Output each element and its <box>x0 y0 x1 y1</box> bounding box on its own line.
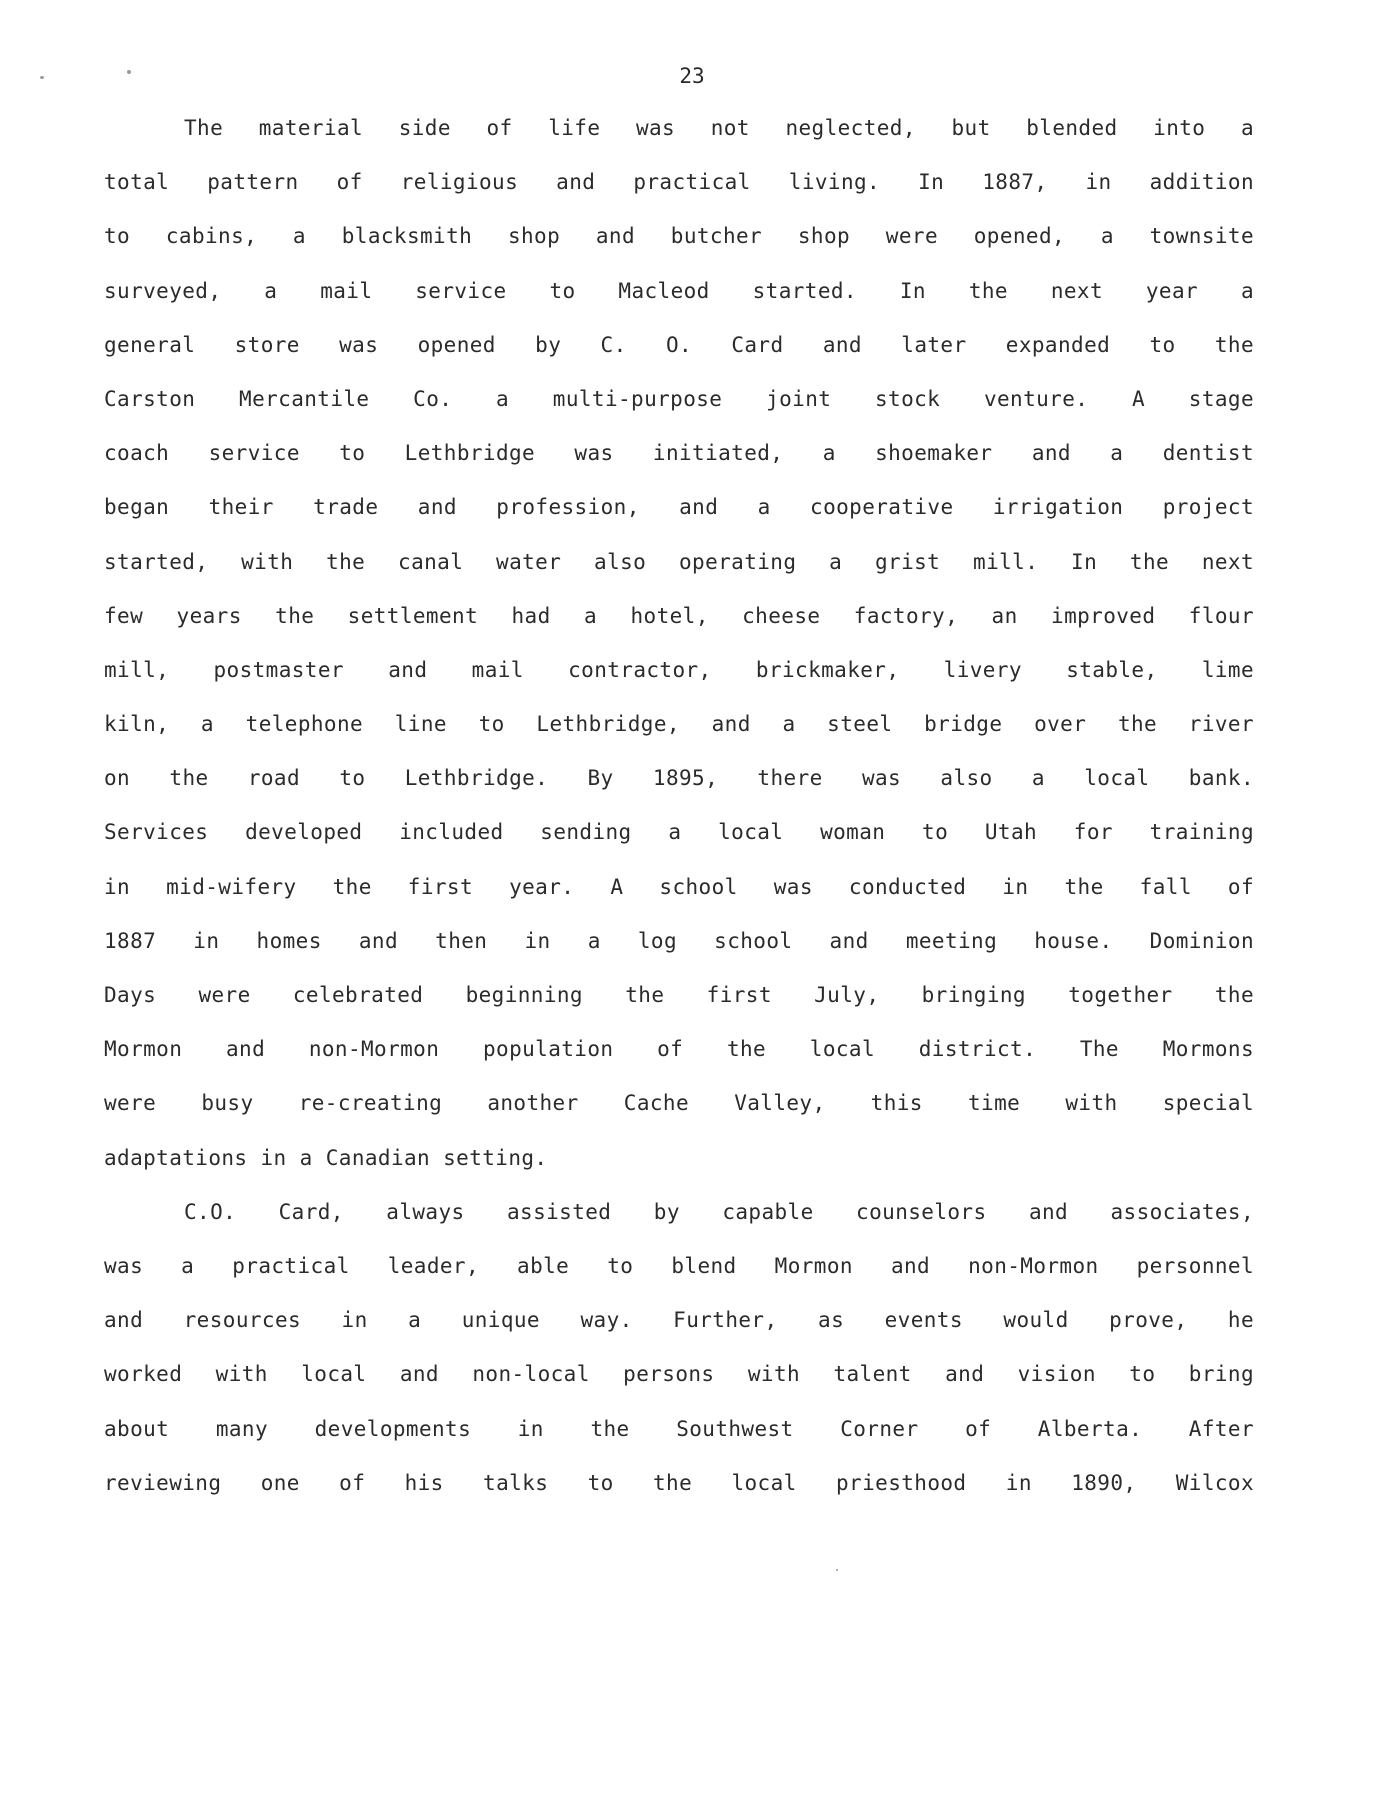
text-line: about many developments in the Southwest Corner of Alberta. After <box>104 1416 1254 1441</box>
text-line: in mid-wifery the first year. A school was conducted in the fall of <box>104 874 1254 899</box>
text-line: Carston Mercantile Co. a multi-purpose joint stock venture. A stage <box>104 386 1254 411</box>
text-line: surveyed, a mail service to Macleod started. In the next year a <box>104 278 1254 303</box>
text-line: adaptations in a Canadian setting. <box>104 1145 548 1170</box>
text-line: reviewing one of his talks to the local priesthood in 1890, Wilcox <box>104 1470 1254 1495</box>
text-line: started, with the canal water also operating a grist mill. In the next <box>104 549 1254 574</box>
text-line: Services developed included sending a local woman to Utah for training <box>104 820 1254 845</box>
body-text <box>104 101 1254 1510</box>
text-line: mill, postmaster and mail contractor, brickmaker, livery stable, lime <box>104 657 1254 682</box>
text-line: The material side of life was not neglected, but blended into a <box>184 116 1254 140</box>
text-line: on the road to Lethbridge. By 1895, there was also a local bank. <box>104 766 1254 791</box>
text-line: general store was opened by C. O. Card and later expanded to the <box>104 332 1254 357</box>
text-line: and resources in a unique way. Further, as events would prove, he <box>104 1308 1254 1333</box>
paragraph <box>104 101 1254 1185</box>
text-line: 1887 in homes and then in a log school and meeting house. Dominion <box>104 928 1254 953</box>
text-line: coach service to Lethbridge was initiated, a shoemaker and a dentist <box>104 441 1254 466</box>
text-line: Days were celebrated beginning the first July, bringing together the <box>104 983 1254 1007</box>
text-line: total pattern of religious and practical living. In 1887, in addition <box>104 170 1254 195</box>
text-line: Mormon and non-Mormon population of the local district. The Mormons <box>104 1037 1254 1062</box>
page-number: 23 <box>679 64 705 88</box>
paragraph <box>104 1185 1254 1510</box>
text-line: kiln, a telephone line to Lethbridge, and a steel bridge over the river <box>104 712 1254 737</box>
text-line: were busy re-creating another Cache Valley, this time with special <box>104 1091 1254 1116</box>
text-line: was a practical leader, able to blend Mormon and non-Mormon personnel <box>104 1253 1254 1278</box>
text-line: few years the settlement had a hotel, cheese factory, an improved flour <box>104 603 1254 628</box>
text-line: to cabins, a blacksmith shop and butcher shop were opened, a townsite <box>104 224 1254 249</box>
text-line: C.O. Card, always assisted by capable counselors and associates, <box>184 1199 1254 1224</box>
scan-speck <box>836 1569 838 1571</box>
text-line: worked with local and non-local persons with talent and vision to bring <box>104 1362 1254 1387</box>
text-line: began their trade and profession, and a cooperative irrigation project <box>104 495 1254 520</box>
